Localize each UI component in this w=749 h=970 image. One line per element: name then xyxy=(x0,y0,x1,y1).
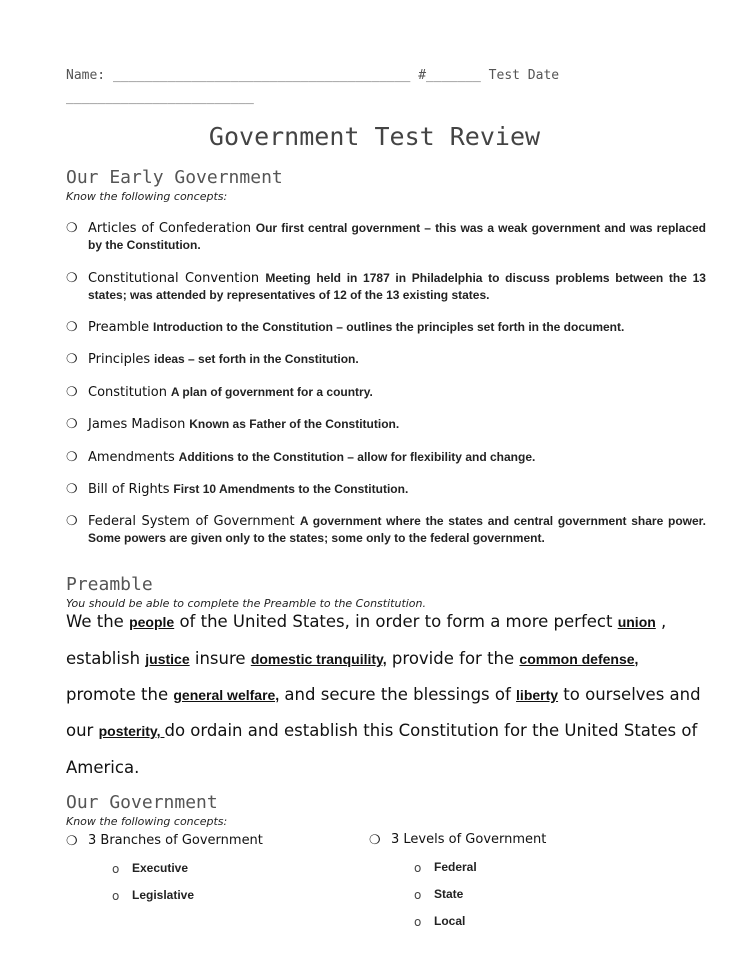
preamble-answer: liberty xyxy=(516,687,559,703)
preamble-line xyxy=(66,649,638,668)
bullet-icon: ❍ xyxy=(66,834,78,849)
preamble-text-segment: establish xyxy=(66,649,146,668)
concept-term: Principles xyxy=(88,352,151,367)
concept-definition: A government where the states and central government share power. Some powers are given only to the states; some only to the federal government. xyxy=(88,514,706,545)
preamble-text-segment: to ourselves and xyxy=(558,685,701,704)
preamble-text-segment: of the United States, in order to form a more perfect xyxy=(174,612,618,631)
name-blank: ______________________________________ xyxy=(112,68,411,83)
bullet-icon: ❍ xyxy=(66,221,78,236)
preamble-answer: domestic tranquility, xyxy=(250,651,387,667)
concept-item xyxy=(66,513,706,547)
preamble-text-segment: our xyxy=(66,721,99,740)
sub-bullet-icon: o xyxy=(414,861,422,875)
number-label: # xyxy=(418,68,427,83)
concept-definition: Our first central government – this was a weak government and was replaced by the Constitution. xyxy=(88,221,706,252)
test-date-label: Test Date xyxy=(488,68,560,83)
page-title: Government Test Review xyxy=(208,122,541,151)
our-government-heading: Our Government xyxy=(66,792,218,813)
branch-executive: Executive xyxy=(132,861,189,875)
concept-term: Amendments xyxy=(88,450,175,465)
concept-definition: Known as Father of the Constitution. xyxy=(189,417,400,431)
bullet-icon: ❍ xyxy=(66,385,78,400)
concept-term: Bill of Rights xyxy=(88,482,170,497)
preamble-answer: general welfare, xyxy=(173,687,280,703)
concept-term: Preamble xyxy=(88,320,150,335)
test-date-blank: ________________________ xyxy=(66,90,254,105)
concept-item xyxy=(66,270,706,304)
level-state: State xyxy=(434,887,464,901)
bullet-icon: ❍ xyxy=(66,271,78,286)
preamble-text-segment: provide for the xyxy=(386,649,520,668)
sub-bullet-icon: o xyxy=(112,889,120,903)
preamble-text-segment: , xyxy=(655,612,667,631)
preamble-text-segment: promote the xyxy=(66,685,174,704)
level-local: Local xyxy=(434,914,466,928)
concept-term: Articles of Confederation xyxy=(88,221,252,236)
sub-bullet-icon: o xyxy=(414,888,422,902)
concept-definition: A plan of government for a country. xyxy=(170,385,373,399)
branch-legislative: Legislative xyxy=(132,888,195,902)
concept-item xyxy=(66,220,706,254)
concept-term: James Madison xyxy=(88,417,186,432)
preamble-note: You should be able to complete the Preamble to the Constitution. xyxy=(66,597,427,610)
preamble-line xyxy=(66,612,666,631)
concept-definition: First 10 Amendments to the Constitution. xyxy=(173,482,409,496)
bullet-icon: ❍ xyxy=(66,320,78,335)
sub-bullet-icon: o xyxy=(112,862,120,876)
concept-item xyxy=(66,449,706,466)
bullet-icon: ❍ xyxy=(369,833,381,848)
bullet-icon: ❍ xyxy=(66,417,78,432)
preamble-text-segment: insure xyxy=(189,649,251,668)
concept-term: Constitution xyxy=(88,385,167,400)
bullet-icon: ❍ xyxy=(66,352,78,367)
level-federal: Federal xyxy=(434,860,477,874)
bullet-icon: ❍ xyxy=(66,514,78,529)
concept-definition: ideas – set forth in the Constitution. xyxy=(154,352,359,366)
preamble-line xyxy=(66,685,701,704)
preamble-text-segment: We the xyxy=(66,612,130,631)
preamble-text-segment: and secure the blessings of xyxy=(279,685,517,704)
number-blank: _______ xyxy=(426,68,481,83)
our-government-note: Know the following concepts: xyxy=(66,815,228,828)
concept-definition: Introduction to the Constitution – outlines the principles set forth in the document. xyxy=(153,320,625,334)
concept-item xyxy=(66,384,706,401)
preamble-heading: Preamble xyxy=(66,574,153,595)
early-government-heading: Our Early Government xyxy=(66,167,283,188)
concept-definition: Meeting held in 1787 in Philadelphia to discuss problems between the 13 states; was attended by representatives of 12 of the 13 existing states. xyxy=(88,271,706,302)
name-line xyxy=(66,68,559,83)
levels-heading: 3 Levels of Government xyxy=(391,832,547,847)
preamble-text-segment: do ordain and establish this Constitution for the United States of xyxy=(164,721,698,740)
sub-bullet-icon: o xyxy=(414,915,422,929)
concept-definition: Additions to the Constitution – allow for flexibility and change. xyxy=(178,450,536,464)
concept-item xyxy=(66,416,706,433)
preamble-answer: justice xyxy=(145,651,190,667)
preamble-answer: union xyxy=(617,614,656,630)
preamble-line xyxy=(66,721,697,740)
preamble-answer: people xyxy=(129,614,175,630)
concept-term: Constitutional Convention xyxy=(88,271,260,286)
name-label: Name: xyxy=(66,68,106,83)
concept-term: Federal System of Government xyxy=(88,514,295,529)
bullet-icon: ❍ xyxy=(66,482,78,497)
concept-item xyxy=(66,319,706,336)
preamble-answer: posterity, xyxy=(98,723,165,739)
early-government-note: Know the following concepts: xyxy=(66,190,228,203)
branches-heading: 3 Branches of Government xyxy=(88,833,263,848)
bullet-icon: ❍ xyxy=(66,450,78,465)
preamble-answer: common defense, xyxy=(519,651,639,667)
preamble-line: America. xyxy=(66,758,140,777)
concept-item xyxy=(66,481,706,498)
concept-item xyxy=(66,351,706,368)
